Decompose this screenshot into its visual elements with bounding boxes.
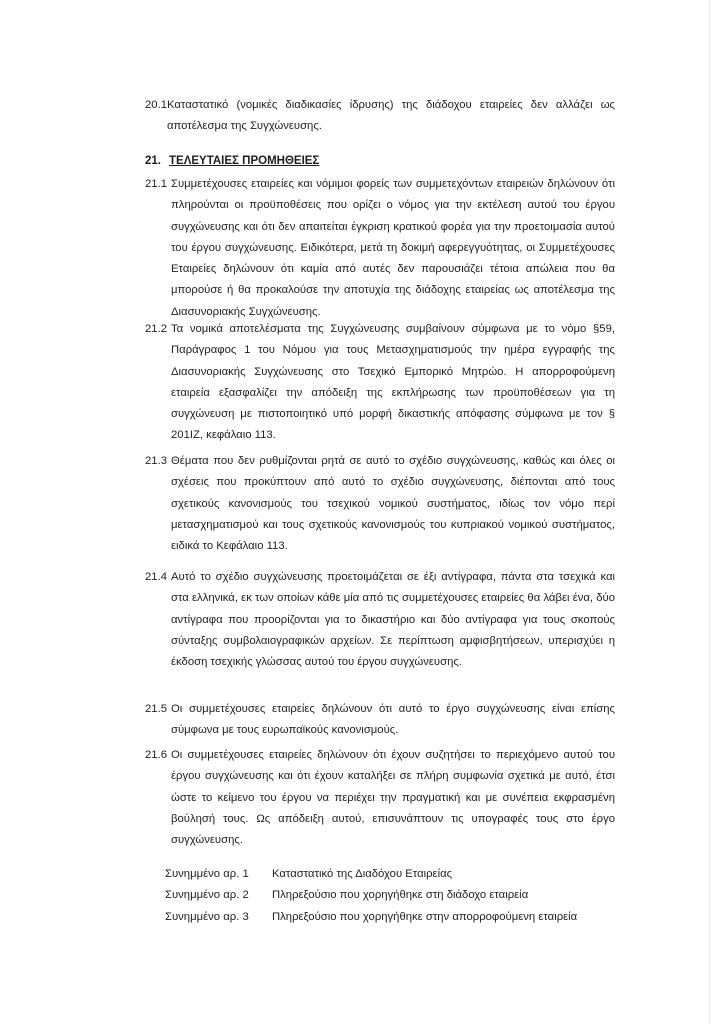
annex-label: Συνημμένο αρ. 2 [165, 889, 249, 902]
section-text: Οι συμμετέχουσες εταιρείες δηλώνουν ότι έχουν συζητήσει το περιεχόμενο αυτού του έργου συγχώνευσης και ότι έχουν καταλήξει σε πλήρη συμφωνία σχετικά με αυτό, έτσι ώστε το κείμενο του έργου να περιέχει την πραγματική και με συνέπεια εκφρασμένη βούλησή τους. Ως απόδειξη αυτού, επισυνάπτουν τις υπογραφές τους στο έργο συγχώνευσης. [171, 749, 615, 847]
section-number: 21.2 [145, 323, 167, 335]
section-21-6 [145, 745, 615, 851]
section-number: 21.5 [145, 703, 167, 715]
section-text: Θέματα που δεν ρυθμίζονται ρητά σε αυτό το σχέδιο συγχώνευσης, καθώς και όλες οι σχέσεις που προκύπτουν από αυτό το σχέδιο συγχώνευσης, διέπονται από τους σχετικούς κανονισμούς του τσεχικού νομικού συστήματος, ιδίως τον νόμο περί μετασχηματισμού και τους σχετικούς κανονισμούς του κυπριακού νομικού συστήματος, ειδικά το Κεφάλαιο 113. [171, 455, 615, 553]
section-number: 21.6 [145, 749, 167, 761]
annex-text: Πληρεξούσιο που χορηγήθηκε στη διάδοχο εταιρεία [272, 889, 529, 902]
section-text: Καταστατικό (νομικές διαδικασίες ίδρυσης) της διάδοχου εταιρείες δεν αλλάζει ως αποτέλεσμα της Συγχώνευσης. [167, 99, 615, 133]
annex-item [165, 864, 577, 885]
section-number: 21.3 [145, 455, 167, 467]
section-21-2 [145, 319, 615, 447]
heading-number: 21. [145, 155, 161, 167]
section-text: Τα νομικά αποτελέσματα της Συγχώνευσης συμβαίνουν σύμφωνα με το νόμο §59, Παράγραφος 1 του Νόμου για τους Μετασχηματισμούς την ημέρα εγγραφής της Διασυνοριακής Συγχώνευσης στο Τσεχικό Εμπορικό Μητρώο. Η απορροφούμενη εταιρεία εξασφαλίζει την απόδειξη της εκπλήρωσης των προϋποθέσεων για τη συγχώνευση με πιστοποιητικό υπό μορφή δικαστικής απόφασης σύμφωνα με τον § 201IZ, κεφάλαιο 113. [171, 323, 615, 442]
section-number: 21.1 [145, 178, 167, 190]
section-21-4 [145, 567, 615, 673]
section-text: Αυτό το σχέδιο συγχώνευσης προετοιμάζεται σε έξι αντίγραφα, πάντα στα τσεχικά και στα ελληνικά, εκ των οποίων κάθε μία από τις συμμετέχουσες εταιρείες θα λάβει ένα, δύο αντίγραφα που προορίζονται για το δικαστήριο και δύο αντίγραφα για τους σκοπούς σύνταξης συμβολαιογραφικών αρχείων. Σε περίπτωση αμφισβητήσεων, υπερισχύει η έκδοση τσεχικής γλώσσας αυτού του έργου συγχώνευσης. [171, 571, 615, 669]
section-20-1 [145, 95, 615, 138]
section-21-1 [145, 174, 615, 323]
section-number: 21.4 [145, 571, 167, 583]
section-text: Οι συμμετέχουσες εταιρείες δηλώνουν ότι αυτό το έργο συγχώνευσης είναι επίσης σύμφωνα με τους ευρωπαϊκούς κανονισμούς. [171, 703, 615, 737]
annex-list [165, 864, 577, 928]
annex-text: Πληρεξούσιο που χορηγήθηκε στην απορροφούμενη εταιρεία [272, 910, 578, 923]
section-21-3 [145, 451, 615, 557]
heading-title: ΤΕΛΕΥΤΑΙΕΣ ΠΡΟΜΗΘΕΙΕΣ [169, 155, 320, 167]
annex-item [165, 885, 577, 906]
section-number: 20.1 [145, 99, 167, 111]
annex-item [165, 907, 577, 928]
section-text: Συμμετέχουσες εταιρείες και νόμιμοι φορείς των συμμετεχόντων εταιρειών δηλώνουν ότι πληρούνται οι προϋποθέσεις που ορίζει ο νόμος για την εκτέλεση αυτού του έργου συγχώνευσης και ότι δεν απαιτείται έγκριση κρατικού φορέα για την προετοιμασία αυτού του έργου συγχώνευσης. Ειδικότερα, μετά τη δοκιμή αφερεγγυότητας, οι Συμμετέχουσες Εταιρείες δηλώνουν ότι καμία από αυτές δεν παρουσιάζει τέτοια απώλεια που θα μπορούσε ή θα προκαλούσε την αποτυχία της διάδοχης εταιρείας ως αποτέλεσμα της Διασυνοριακής Συγχώνευσης. [171, 178, 615, 318]
annex-label: Συνημμένο αρ. 3 [165, 910, 249, 923]
annex-label: Συνημμένο αρ. 1 [165, 868, 249, 880]
annex-text: Καταστατικό της Διαδόχου Εταιρείας [272, 868, 453, 880]
section-heading-21 [145, 151, 319, 171]
scan-edge-line [709, 0, 710, 1024]
section-21-5 [145, 699, 615, 742]
